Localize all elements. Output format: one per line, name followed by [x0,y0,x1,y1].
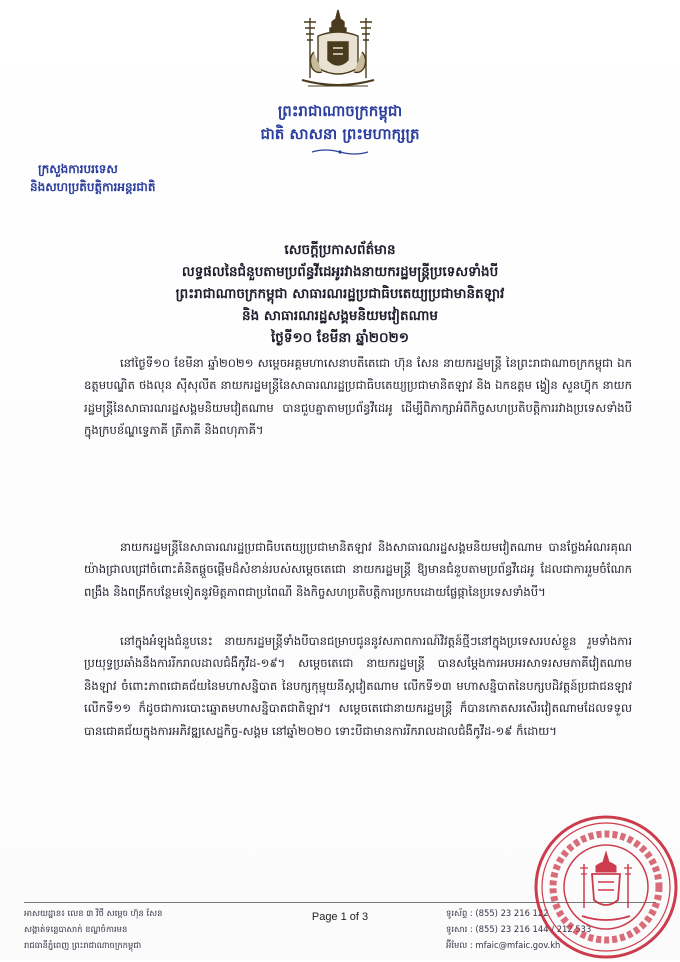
decorative-ornament-icon [310,148,370,156]
address-line: រាជធានីភ្នំពេញ ព្រះរាជាណាចក្រកម្ពុជា [24,940,142,950]
body-paragraph: នៅក្នុងអំឡុងជំនួបនេះ នាយករដ្ឋមន្ត្រីទាំងបីបានជម្រាបជូននូវសភាពការណ៍វិវត្តន៍ថ្មីៗនៅក្នុងប្រទេសរបស់ខ្លួន រួមទាំងការប្រយុទ្ធប្រឆាំងនឹងការរីករាលដាលជំងឺកូវីដ-១៩។ សម្តេចតេជោ នាយករដ្ឋមន្ត្រី បានសម្តែងការអបអរសាទរសមភាគីវៀតណាម និងឡាវ ចំពោះភាពជោគជ័យនៃមហាសន្និបាត នៃបក្សកុម្មុយនីស្តវៀតណាម លើកទី១៣ មហាសន្និបាតនៃបក្សបដិវត្តន៍ប្រជាជនឡាវ លើកទី១១ ក៏ដូចជាការបោះឆ្នោតមហាសន្និបាតជាតិឡាវ។ សម្តេចតេជោនាយករដ្ឋមន្ត្រី ក៏បានកោតសរសើរវៀតណាមដែលទទួលបានជោគជ័យក្នុងការអភិវឌ្ឍសេដ្ឋកិច្ច-សង្គម នៅឆ្នាំ២០២០ ទោះបីជាមានការរីករាលដាលជំងឺកូវីដ-១៩ ក៏ដោយ។ [84,634,632,738]
ministry-name: ក្រសួងការបរទេស [38,162,118,176]
official-seal-stamp-icon [530,812,680,962]
press-release-subject-countries-2: និង សាធារណរដ្ឋសង្គមនិយមវៀតណាម [242,308,438,324]
body-paragraph: នៅថ្ងៃទី១០ ខែមីនា ឆ្នាំ២០២១ សម្តេចអគ្គមហាសេនាបតីតេជោ ហ៊ុន សែន នាយករដ្ឋមន្ត្រី នៃព្រះរាជាណាចក្រកម្ពុជា ឯកឧត្តមបណ្ឌិត ថងលុន ស៊ីសុលីត នាយករដ្ឋមន្ត្រីនៃសាធារណរដ្ឋប្រជាធិបតេយ្យប្រជាមានិតឡាវ និង ឯកឧត្តម ង្វៀន សួនហ៊្វុក នាយករដ្ឋមន្ត្រីនៃសាធារណរដ្ឋសង្គមនិយមវៀតណាម បានជួបគ្នាតាមប្រព័ន្ធវីដេអូ ដើម្បីពិភាក្សាអំពីកិច្ចសហប្រតិបត្តិការរវាងប្រទេសទាំងបី ក្នុងក្របខ័ណ្ឌទ្វេភាគី ត្រីភាគី និងពហុភាគី។ [84,356,632,438]
address-line: សង្កាត់ទន្លេបាសាក់ ខណ្ឌចំការមន [24,924,128,934]
ministry-name-continued: និងសហប្រតិបត្តិការអន្តរជាតិ [30,180,156,194]
page-number: Page 1 of 3 [311,911,369,923]
email-line: អ៊ីមែល : mfaic@mfaic.gov.kh [446,940,561,950]
press-release-date: ថ្ងៃទី១០ ខែមីនា ឆ្នាំ២០២១ [271,330,409,346]
national-motto: ជាតិ សាសនា ព្រះមហាក្សត្រ [260,125,420,143]
fax-line: ទូរសារ : (855) 23 216 144 / 212 533 [446,924,592,934]
royal-coat-of-arms-emblem [288,8,388,96]
body-paragraph: នាយករដ្ឋមន្ត្រីនៃសាធារណរដ្ឋប្រជាធិបតេយ្យប្រជាមានិតឡាវ និងសាធារណរដ្ឋសង្គមនិយមវៀតណាម បានថ្លែងអំណរគុណយ៉ាងជ្រាលជ្រៅចំពោះគំនិតផ្តួចផ្តើមដ៏សំខាន់របស់សម្តេចតេជោ នាយករដ្ឋមន្ត្រី ឱ្យមានជំនួបតាមប្រព័ន្ធវីដេអូ ដែលជាការរួមចំណែកពង្រឹង និងពង្រីកបន្ថែមទៀតនូវមិត្តភាពជាប្រពៃណី និងកិច្ចសហប្រតិបត្តិការប្រកបដោយផ្លែផ្កានៃប្រទេសទាំងបី។ [84,540,632,599]
press-release-heading: សេចក្តីប្រកាសព័ត៌មាន [284,242,396,258]
press-release-subject-countries: ព្រះរាជាណាចក្រកម្ពុជា សាធារណរដ្ឋប្រជាធិបតេយ្យប្រជាមានិតឡាវ [175,286,505,302]
phone-line: ទូរស័ព្ទ : (855) 23 216 122 [446,908,549,918]
press-release-subject: លទ្ធផលនៃជំនួបតាមប្រព័ន្ធវីដេអូរវាងនាយករដ្ឋមន្ត្រីប្រទេសទាំងបី [181,264,499,280]
address-line: អាសយដ្ឋាន៖ លេខ ៣ វិថី សម្តេច ហ៊ុន សែន [24,908,163,918]
kingdom-name: ព្រះរាជាណាចក្រកម្ពុជា [277,102,403,120]
